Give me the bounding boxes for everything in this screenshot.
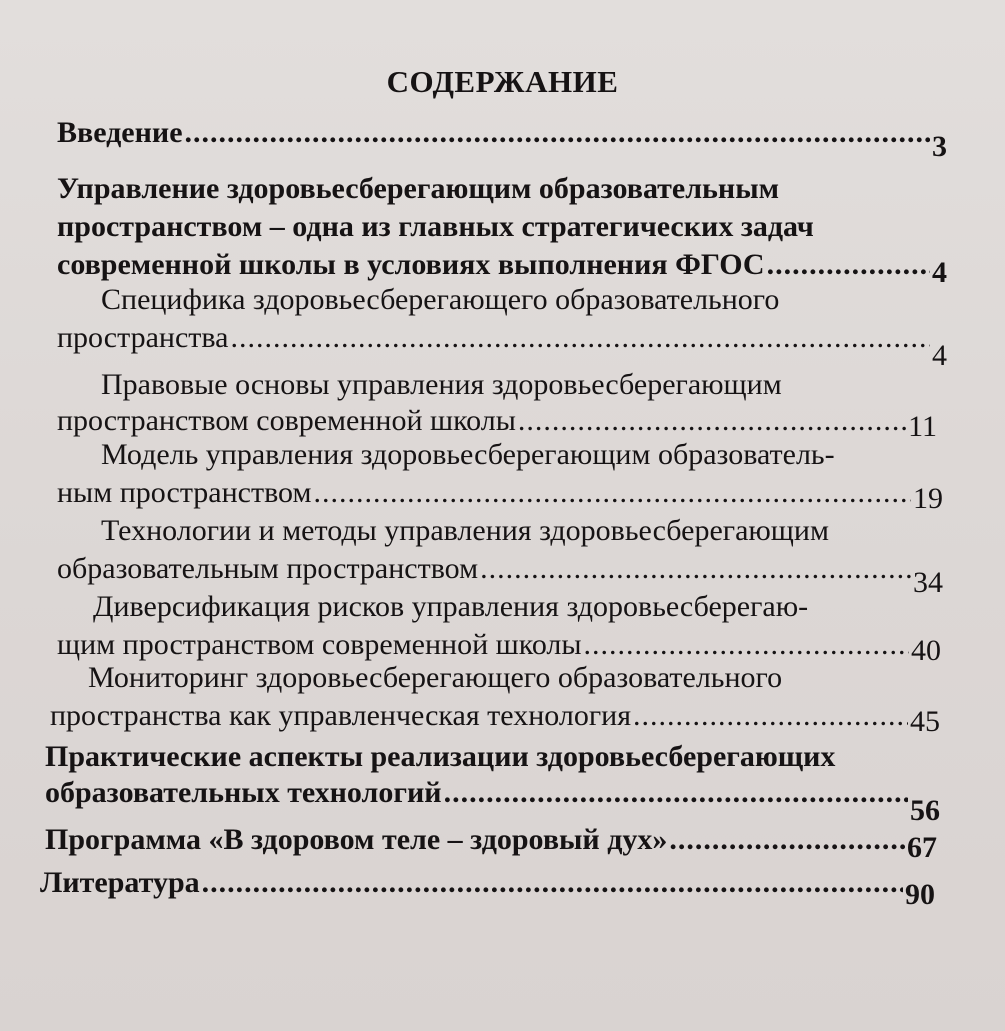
toc-entry-label: Специфика здоровьесберегающего образовательного (101, 283, 780, 316)
toc-entry-label: современной школы в условиях выполнения ФГОС (57, 248, 765, 281)
dot-leader (669, 825, 905, 855)
toc-page-number: 11 (908, 410, 937, 443)
dot-leader (313, 478, 911, 508)
dot-leader (230, 323, 930, 353)
dot-leader (202, 868, 903, 898)
toc-entry-label: Модель управления здоровьесберегающим образователь- (101, 438, 835, 471)
toc-entry-label: пространства как управленческая технология (50, 699, 631, 732)
toc-entry-risks (57, 592, 941, 668)
toc-entry-label: пространством – одна из главных стратегических задач (57, 210, 814, 243)
toc-page-number: 4 (932, 339, 947, 372)
toc-page-number: 3 (932, 130, 947, 163)
dot-leader (518, 406, 906, 436)
toc-entry-label: ным пространством (57, 476, 312, 509)
toc-entry-literature (40, 866, 935, 911)
toc-entry-model (57, 440, 943, 516)
toc-entry-management (57, 174, 947, 288)
toc-page-number: 40 (911, 634, 941, 667)
toc-entry-monitoring (50, 663, 940, 739)
toc-page-number: 56 (910, 794, 940, 827)
toc-entry-label: Правовые основы управления здоровьесберегающим (101, 368, 782, 401)
toc-entry-label: Введение (57, 116, 183, 149)
toc-page-number: 34 (913, 566, 943, 599)
toc-entry-label: Мониторинг здоровьесберегающего образовательного (88, 661, 783, 694)
dot-leader (185, 118, 930, 148)
dot-leader (767, 250, 930, 280)
toc-entry-practical (45, 740, 940, 827)
toc-entry-label: щим пространством современной школы (57, 628, 582, 661)
toc-page-number: 90 (905, 878, 935, 911)
toc-entry-label: Практические аспекты реализации здоровьесберегающих (45, 740, 836, 773)
toc-entry-label: Технологии и методы управления здоровьесберегающим (101, 514, 829, 547)
toc-entry-label: Управление здоровьесберегающим образовательным (57, 172, 780, 205)
toc-page-number: 45 (910, 705, 940, 738)
toc-entry-program (45, 825, 937, 863)
toc-entry-specifics (57, 283, 947, 372)
toc-entry-label: Программа «В здоровом теле – здоровый дух» (45, 823, 668, 856)
page-title: СОДЕРЖАНИЕ (386, 64, 619, 99)
toc-page-number: 67 (907, 831, 937, 864)
toc-entry-technologies (57, 514, 943, 599)
dot-leader (584, 630, 909, 660)
toc-entry-legal (57, 370, 937, 442)
toc-entry-label: пространства (57, 321, 229, 354)
toc-entry-label: образовательным пространством (57, 552, 479, 585)
toc-entry-label: образовательных технологий (45, 776, 442, 809)
toc-entry-label: Литература (40, 866, 200, 899)
dot-leader (633, 701, 908, 731)
dot-leader (444, 778, 908, 808)
toc-page-number: 4 (932, 256, 947, 289)
dot-leader (480, 554, 911, 584)
toc-entry-label: Диверсификация рисков управления здоровьесберегаю- (93, 590, 809, 623)
toc-entry-introduction (57, 116, 947, 163)
toc-entry-label: пространством современной школы (57, 404, 516, 437)
toc-page-number: 19 (913, 482, 943, 515)
